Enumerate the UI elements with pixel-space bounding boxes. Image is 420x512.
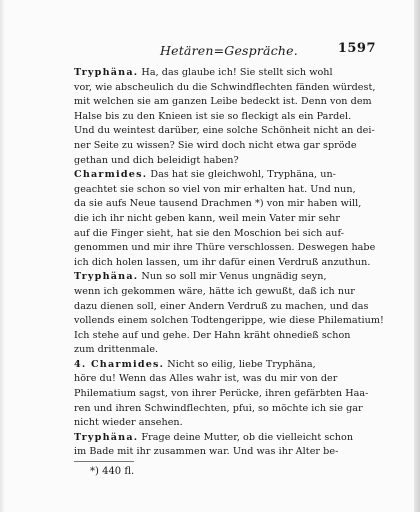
line-text: nicht wieder ansehen. [74, 417, 183, 429]
line-text: die ich ihr nicht geben kann, weil mein Vater mir sehr [74, 212, 340, 224]
speaker-name: Tryphäna. [74, 431, 139, 443]
line-text: gethan und dich beleidigt haben? [74, 154, 239, 166]
text-line [74, 358, 392, 373]
footnote-rule [74, 461, 134, 462]
text-line [74, 139, 392, 154]
text-line [74, 329, 392, 344]
line-text: Philematium sagst, von ihrer Perücke, ihren gefärbten Haa- [74, 388, 369, 400]
line-text: da sie aufs Neue tausend Drachmen *) von mir haben will, [74, 198, 362, 210]
text-line [74, 270, 392, 285]
line-text: Nun so soll mir Venus ungnädig seyn, [138, 271, 327, 283]
line-text: zum drittenmale. [74, 344, 159, 356]
text-line [74, 110, 392, 125]
text-line [74, 197, 392, 212]
line-text: im Bade mit ihr zusammen war. Und was ihr Alter be- [74, 446, 339, 458]
line-text: Halse bis zu den Knieen ist sie so fleckigt als ein Pardel. [74, 110, 352, 122]
line-text: genommen und mir ihre Thüre verschlossen. Deswegen habe [74, 242, 376, 254]
text-line [74, 431, 392, 446]
line-text: Das hat sie gleichwohl, Tryphäna, un- [147, 169, 336, 181]
page-header [160, 43, 376, 63]
line-text: Frage deine Mutter, ob die vielleicht schon [138, 431, 354, 443]
text-line [74, 241, 392, 256]
speaker-name: Tryphäna. [74, 67, 139, 78]
line-text: Nicht so eilig, liebe Tryphäna, [164, 358, 316, 370]
text-line [74, 285, 392, 300]
page-number: 1597 [337, 41, 376, 56]
line-text: höre du! Wenn das Alles wahr ist, was du mir von der [74, 373, 338, 385]
text-line [74, 314, 392, 329]
text-line [74, 227, 392, 242]
text-line [74, 183, 392, 198]
text-line [74, 66, 392, 81]
line-text: dazu dienen soll, einer Andern Verdruß zu machen, und das [74, 300, 369, 312]
text-line [74, 372, 392, 387]
line-text: Ich stehe auf und gehe. Der Hahn kräht ohnedieß schon [74, 329, 351, 341]
text-line [74, 212, 392, 227]
text-line [74, 124, 392, 139]
line-text: Ha, das glaube ich! Sie stellt sich wohl [138, 67, 333, 78]
line-text: vollends einem solchen Todtengerippe, wie diese Philematium! [74, 315, 384, 327]
running-head: Hetären=Gespräche. [160, 43, 298, 58]
text-line [74, 168, 392, 183]
line-text: auf die Finger sieht, hat sie den Moschion bei sich auf- [74, 227, 344, 239]
speaker-name: 4. Charmides. [74, 358, 165, 370]
line-text: ich dich holen lassen, um ihr dafür einen Verdruß anzuthun. [74, 256, 371, 268]
line-text: Und du weintest darüber, eine solche Schönheit nicht an dei- [74, 125, 375, 137]
speaker-name: Tryphäna. [74, 271, 139, 283]
page-edge-right [414, 0, 420, 512]
line-text: ner Seite zu wissen? Sie wird doch nicht etwa gar spröde [74, 139, 357, 151]
line-text: geachtet sie schon so viel von mir erhalten hat. Und nun, [74, 183, 356, 195]
text-line [74, 81, 392, 96]
text-line [74, 445, 392, 460]
text-line [74, 256, 392, 271]
text-line [74, 416, 392, 431]
text-line [74, 154, 392, 169]
footnote: *) 440 fl. [90, 466, 135, 477]
text-line [74, 95, 392, 110]
text-line [74, 387, 392, 402]
speaker-name: Charmides. [74, 169, 148, 181]
text-line [74, 300, 392, 315]
body-text [74, 66, 392, 460]
text-line [74, 402, 392, 417]
line-text: vor, wie abscheulich du die Schwindflechten fänden würdest, [74, 81, 376, 93]
page-edge-left [0, 0, 4, 512]
line-text: mit welchen sie am ganzen Leibe bedeckt ist. Denn von dem [74, 96, 372, 108]
text-line [74, 343, 392, 358]
line-text: ren und ihren Schwindflechten, pfui, so möchte ich sie gar [74, 402, 363, 414]
line-text: wenn ich gekommen wäre, hätte ich gewußt, daß ich nur [74, 285, 355, 297]
